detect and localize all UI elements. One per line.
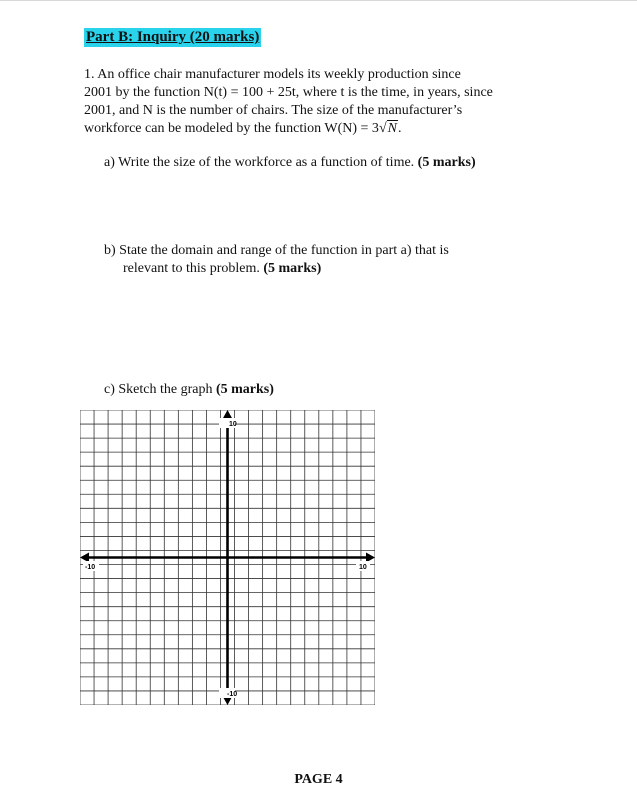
coordinate-grid-svg [80, 410, 375, 705]
question-1-line-2: 2001 by the function N(t) = 100 + 25t, where t is the time, in years, since [84, 85, 493, 100]
part-a [104, 154, 476, 172]
question-1-line-3: 2001, and N is the number of chairs. The size of the manufacturer’s [84, 103, 463, 118]
part-c-text: c) Sketch the graph [104, 382, 213, 397]
square-root-radicand: N [387, 121, 397, 136]
question-1-line-4 [84, 120, 564, 138]
x-max-label: 10 [359, 564, 367, 571]
question-1-line-4-text: workforce can be modeled by the function W(N) = 3 [84, 121, 379, 136]
square-root-symbol: √ [378, 121, 387, 136]
part-c-marks: (5 marks) [215, 382, 274, 397]
part-a-marks: (5 marks) [417, 155, 476, 170]
part-a-text: a) Write the size of the workforce as a function of time. [104, 155, 415, 170]
part-b-marks: (5 marks) [263, 261, 322, 276]
section-heading: Part B: Inquiry (20 marks) [86, 29, 260, 45]
y-axis-up-arrow-icon [223, 410, 233, 419]
part-b-line-2 [104, 260, 449, 278]
part-b-line-2-text: relevant to this problem. [123, 261, 260, 276]
square-root [379, 120, 398, 138]
grid-axes [80, 410, 375, 705]
page-number: PAGE 4 [294, 772, 343, 787]
question-1-line-4-end: . [397, 121, 402, 136]
part-b [104, 242, 449, 278]
part-c [104, 381, 274, 399]
question-1 [84, 66, 564, 138]
page-top-border [0, 0, 637, 1]
part-b-line-1: b) State the domain and range of the function in part a) that is [104, 243, 449, 258]
question-1-line-1: 1. An office chair manufacturer models its weekly production since [84, 67, 461, 82]
x-min-label: -10 [85, 564, 96, 571]
y-min-label: -10 [227, 691, 238, 698]
coordinate-grid [80, 410, 375, 705]
y-max-label: 10 [229, 421, 237, 428]
